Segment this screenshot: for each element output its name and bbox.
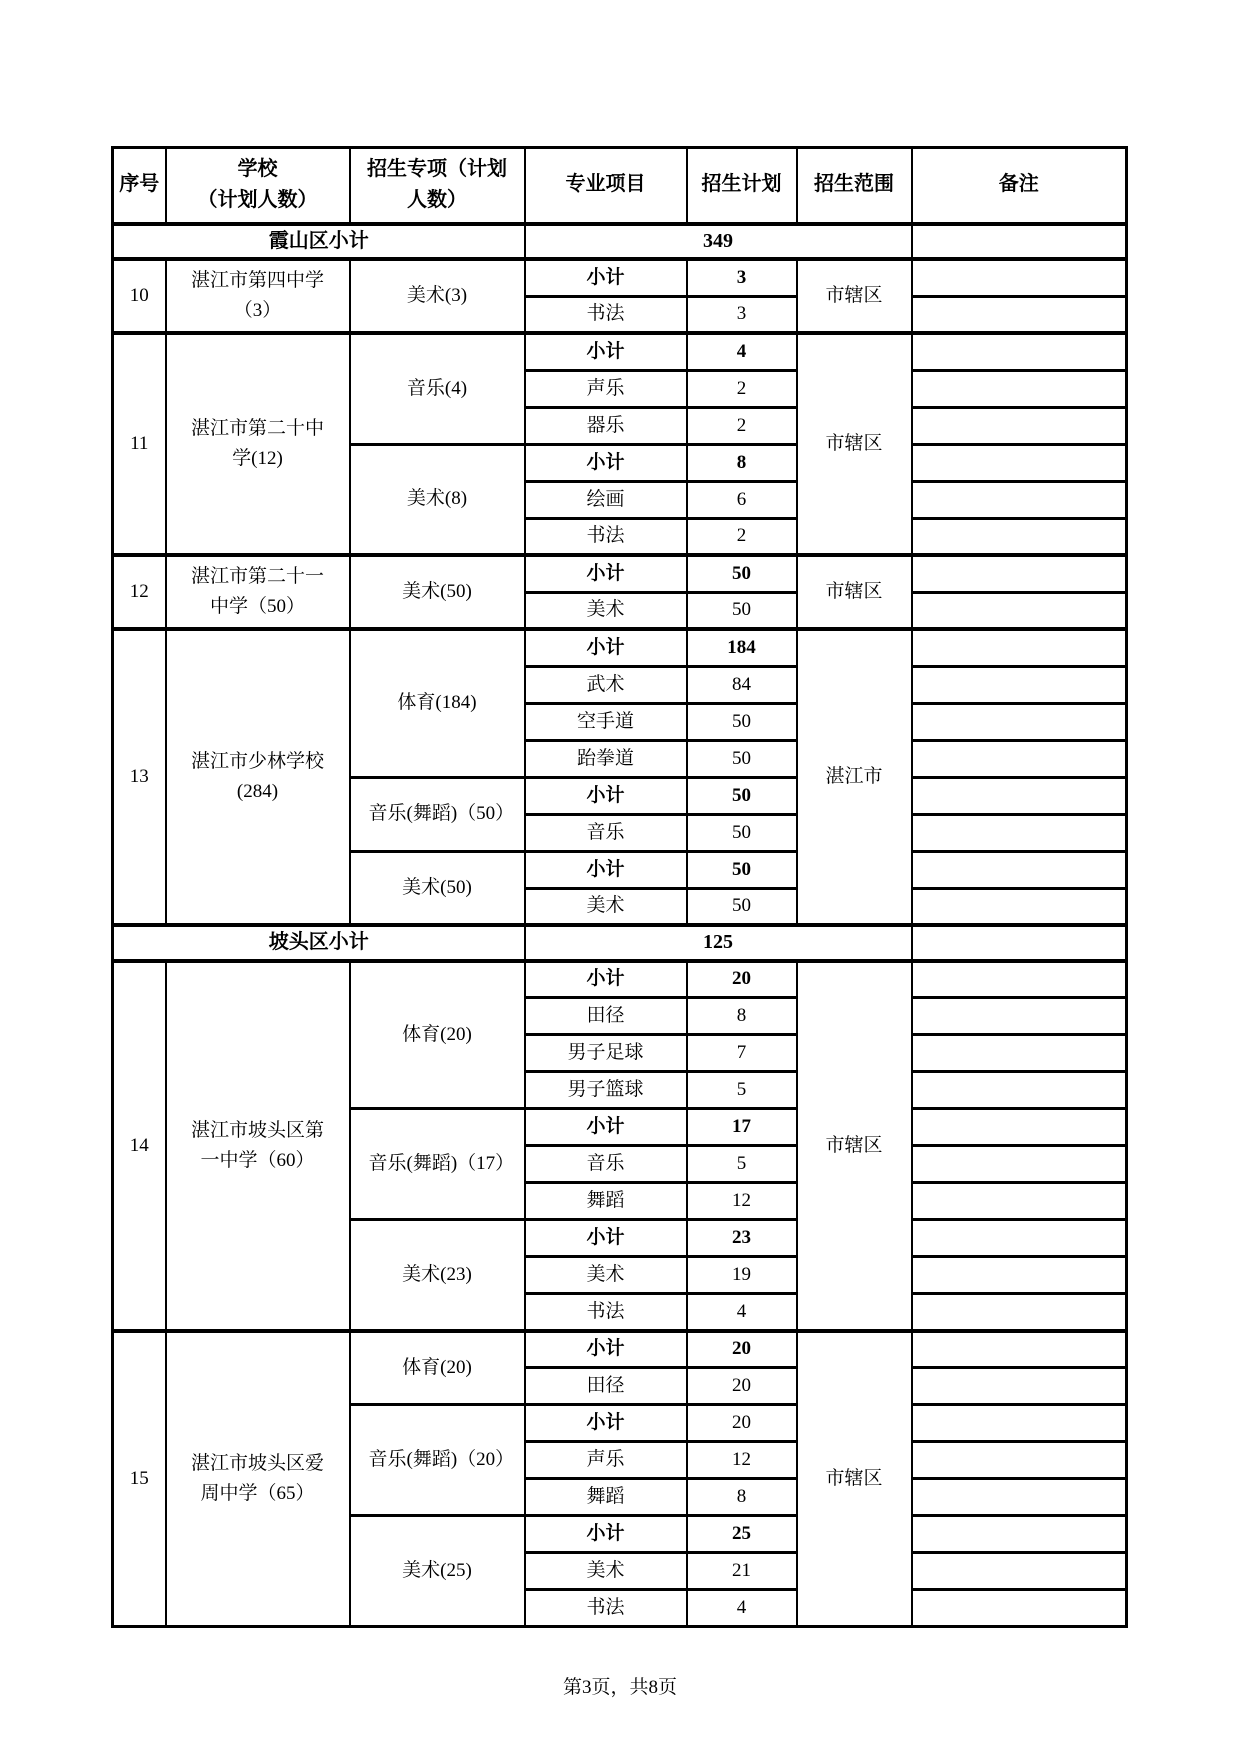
plan-cell: 21 <box>687 1553 797 1590</box>
plan-cell: 8 <box>687 998 797 1035</box>
remark-cell <box>912 961 1127 998</box>
major-cell: 美术 <box>525 1257 687 1294</box>
remark-cell <box>912 481 1127 518</box>
remark-cell <box>912 1183 1127 1220</box>
remark-cell <box>912 1109 1127 1146</box>
remark-cell <box>912 1331 1127 1368</box>
major-cell: 小计 <box>525 444 687 481</box>
enrollment-plan-table <box>111 146 1128 1628</box>
major-cell: 小计 <box>525 851 687 888</box>
program-group-cell: 美术(8) <box>350 444 525 555</box>
plan-cell: 3 <box>687 259 797 296</box>
remark-cell <box>912 592 1127 629</box>
remark-cell <box>912 814 1127 851</box>
major-cell: 美术 <box>525 592 687 629</box>
remark-cell <box>912 703 1127 740</box>
col-header-remark: 备注 <box>912 148 1127 224</box>
remark-cell <box>912 777 1127 814</box>
major-cell: 小计 <box>525 1331 687 1368</box>
remark-cell <box>912 998 1127 1035</box>
col-header-major: 专业项目 <box>525 148 687 224</box>
remark-cell <box>912 1146 1127 1183</box>
row-seq: 13 <box>113 629 166 925</box>
plan-cell: 184 <box>687 629 797 666</box>
remark-cell <box>912 1035 1127 1072</box>
table-row <box>113 629 1127 666</box>
plan-cell: 3 <box>687 296 797 333</box>
plan-cell: 2 <box>687 518 797 555</box>
school-cell: 湛江市第四中学（3） <box>166 259 350 333</box>
plan-cell: 84 <box>687 666 797 703</box>
major-cell: 武术 <box>525 666 687 703</box>
plan-cell: 5 <box>687 1072 797 1109</box>
district-subtotal-label: 坡头区小计 <box>113 925 525 961</box>
table-row <box>113 961 1127 998</box>
remark-cell <box>912 925 1127 961</box>
program-group-cell: 体育(184) <box>350 629 525 777</box>
table-row <box>113 555 1127 592</box>
remark-cell <box>912 888 1127 925</box>
plan-cell: 12 <box>687 1442 797 1479</box>
remark-cell <box>912 444 1127 481</box>
scope-cell: 市辖区 <box>797 333 912 555</box>
remark-cell <box>912 555 1127 592</box>
header-line: （计划人数） <box>197 189 318 212</box>
major-cell: 小计 <box>525 1405 687 1442</box>
remark-cell <box>912 1442 1127 1479</box>
plan-cell: 19 <box>687 1257 797 1294</box>
remark-cell <box>912 629 1127 666</box>
major-cell: 书法 <box>525 1590 687 1627</box>
plan-cell: 50 <box>687 888 797 925</box>
school-cell: 湛江市少林学校(284) <box>166 629 350 925</box>
plan-cell: 5 <box>687 1146 797 1183</box>
col-header-school <box>166 148 350 224</box>
major-cell: 男子篮球 <box>525 1072 687 1109</box>
scope-cell: 市辖区 <box>797 1331 912 1627</box>
remark-cell <box>912 851 1127 888</box>
major-cell: 跆拳道 <box>525 740 687 777</box>
scope-cell: 市辖区 <box>797 961 912 1331</box>
plan-cell: 50 <box>687 851 797 888</box>
plan-cell: 20 <box>687 1405 797 1442</box>
program-group-cell: 音乐(4) <box>350 333 525 444</box>
plan-cell: 12 <box>687 1183 797 1220</box>
remark-cell <box>912 1479 1127 1516</box>
major-cell: 书法 <box>525 1294 687 1331</box>
major-cell: 小计 <box>525 555 687 592</box>
header-line: 人数） <box>407 189 467 212</box>
row-seq: 12 <box>113 555 166 629</box>
major-cell: 书法 <box>525 296 687 333</box>
plan-cell: 4 <box>687 333 797 370</box>
scope-cell: 湛江市 <box>797 629 912 925</box>
major-cell: 小计 <box>525 1516 687 1553</box>
major-cell: 器乐 <box>525 407 687 444</box>
plan-cell: 6 <box>687 481 797 518</box>
col-header-plan: 招生计划 <box>687 148 797 224</box>
remark-cell <box>912 224 1127 260</box>
district-subtotal-row <box>113 925 1127 961</box>
scope-cell: 市辖区 <box>797 259 912 333</box>
remark-cell <box>912 740 1127 777</box>
school-cell: 湛江市坡头区第一中学（60） <box>166 961 350 1331</box>
plan-cell: 20 <box>687 961 797 998</box>
table-row <box>113 1331 1127 1368</box>
major-cell: 小计 <box>525 259 687 296</box>
program-group-cell: 美术(23) <box>350 1220 525 1331</box>
plan-cell: 20 <box>687 1331 797 1368</box>
plan-cell: 50 <box>687 555 797 592</box>
program-group-cell: 美术(3) <box>350 259 525 333</box>
header-line: 招生专项（计划 <box>367 157 507 180</box>
major-cell: 小计 <box>525 1109 687 1146</box>
remark-cell <box>912 333 1127 370</box>
remark-cell <box>912 1220 1127 1257</box>
major-cell: 音乐 <box>525 814 687 851</box>
remark-cell <box>912 1257 1127 1294</box>
major-cell: 田径 <box>525 1368 687 1405</box>
table-row <box>113 333 1127 370</box>
remark-cell <box>912 296 1127 333</box>
plan-cell: 2 <box>687 407 797 444</box>
major-cell: 音乐 <box>525 1146 687 1183</box>
col-header-seq: 序号 <box>113 148 166 224</box>
program-group-cell: 音乐(舞蹈)（17） <box>350 1109 525 1220</box>
plan-cell: 8 <box>687 1479 797 1516</box>
major-cell: 书法 <box>525 518 687 555</box>
plan-cell: 50 <box>687 777 797 814</box>
remark-cell <box>912 1294 1127 1331</box>
remark-cell <box>912 1516 1127 1553</box>
remark-cell <box>912 407 1127 444</box>
plan-cell: 50 <box>687 740 797 777</box>
plan-cell: 25 <box>687 1516 797 1553</box>
plan-cell: 50 <box>687 592 797 629</box>
program-group-cell: 美术(50) <box>350 851 525 925</box>
plan-cell: 20 <box>687 1368 797 1405</box>
school-cell: 湛江市第二十一中学（50） <box>166 555 350 629</box>
major-cell: 美术 <box>525 1553 687 1590</box>
program-group-cell: 美术(50) <box>350 555 525 629</box>
district-subtotal-value: 349 <box>525 224 912 260</box>
major-cell: 小计 <box>525 777 687 814</box>
program-group-cell: 音乐(舞蹈)（50） <box>350 777 525 851</box>
table-header-row <box>113 148 1127 224</box>
plan-cell: 50 <box>687 703 797 740</box>
remark-cell <box>912 1405 1127 1442</box>
district-subtotal-value: 125 <box>525 925 912 961</box>
plan-cell: 4 <box>687 1590 797 1627</box>
major-cell: 绘画 <box>525 481 687 518</box>
major-cell: 男子足球 <box>525 1035 687 1072</box>
remark-cell <box>912 1553 1127 1590</box>
major-cell: 舞蹈 <box>525 1479 687 1516</box>
plan-cell: 7 <box>687 1035 797 1072</box>
header-line: 学校 <box>237 157 278 180</box>
plan-cell: 23 <box>687 1220 797 1257</box>
remark-cell <box>912 1072 1127 1109</box>
program-group-cell: 体育(20) <box>350 961 525 1109</box>
remark-cell <box>912 666 1127 703</box>
plan-cell: 8 <box>687 444 797 481</box>
page-footer: 第3页，共8页 <box>562 1677 677 1698</box>
major-cell: 田径 <box>525 998 687 1035</box>
row-seq: 14 <box>113 961 166 1331</box>
major-cell: 小计 <box>525 1220 687 1257</box>
school-cell: 湛江市坡头区爱周中学（65） <box>166 1331 350 1627</box>
remark-cell <box>912 1590 1127 1627</box>
remark-cell <box>912 370 1127 407</box>
major-cell: 小计 <box>525 961 687 998</box>
program-group-cell: 美术(25) <box>350 1516 525 1627</box>
row-seq: 11 <box>113 333 166 555</box>
program-group-cell: 音乐(舞蹈)（20） <box>350 1405 525 1516</box>
plan-cell: 17 <box>687 1109 797 1146</box>
table-row <box>113 259 1127 296</box>
major-cell: 小计 <box>525 333 687 370</box>
major-cell: 美术 <box>525 888 687 925</box>
school-cell: 湛江市第二十中学(12) <box>166 333 350 555</box>
plan-cell: 4 <box>687 1294 797 1331</box>
major-cell: 声乐 <box>525 370 687 407</box>
program-group-cell: 体育(20) <box>350 1331 525 1405</box>
col-header-scope: 招生范围 <box>797 148 912 224</box>
major-cell: 空手道 <box>525 703 687 740</box>
row-seq: 10 <box>113 259 166 333</box>
plan-cell: 2 <box>687 370 797 407</box>
major-cell: 舞蹈 <box>525 1183 687 1220</box>
district-subtotal-row <box>113 224 1127 260</box>
remark-cell <box>912 518 1127 555</box>
row-seq: 15 <box>113 1331 166 1627</box>
remark-cell <box>912 259 1127 296</box>
district-subtotal-label: 霞山区小计 <box>113 224 525 260</box>
col-header-program <box>350 148 525 224</box>
scope-cell: 市辖区 <box>797 555 912 629</box>
remark-cell <box>912 1368 1127 1405</box>
major-cell: 小计 <box>525 629 687 666</box>
plan-cell: 50 <box>687 814 797 851</box>
major-cell: 声乐 <box>525 1442 687 1479</box>
